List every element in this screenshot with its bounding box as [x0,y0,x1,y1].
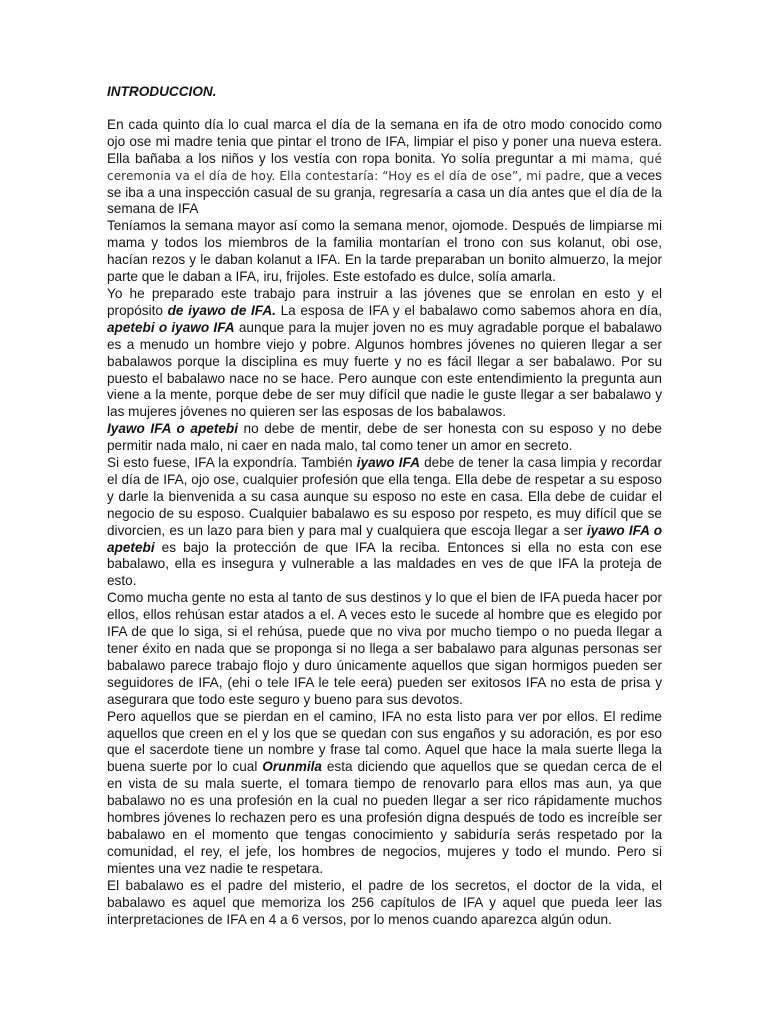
paragraph-5-text-e: es bajo la protección de que IFA la reciba. Entonces si ella no esta con ese babalawo, ella es insegura y vulnerable a las maldades en ves de que IFA la proteja de esto. [107,539,662,589]
paragraph-1-text-a: En cada quinto día lo cual marca el día de la semana en ifa de otro modo conocido como ojo ose mi madre tenia que pintar el trono de IFA, limpiar el piso y poner una nueva estera. Ella bañaba a los niños y los vestía con ropa bonita. Yo solía preguntar a mi [107,116,662,166]
paragraph-5-emphasis-1: iyawo IFA [356,455,420,471]
paragraph-3-emphasis-2: apetebi o iyawo IFA [107,319,235,335]
paragraph-7-text-c: esta diciendo que aquellos que se quedan cerca de el en vista de su mala suerte, el tomara tiempo de renovarlo para ellos mas aun, ya que babalawo no es una profesión en la cual no pueden llegar a ser rico rápidamente muchos hombres jóvenes lo rechazen pero es una profesión digna después de todo es increíble ser babalawo en el momento que tengas conocimiento y sabiduría serás respetado por la comunidad, el rey, el jefe, los hombres de negocios, mujeres y todo el mundo. Pero si mientes una vez nadie te respetara. [107,759,662,876]
paragraph-5-text-c: debe de tener la casa limpia y recordar el día de IFA, ojo ose, cualquier profesión que ella tenga. Ella debe de respetar a su esposo y darle la bienvenida a su casa aunque su esposo no este en casa. Ella debe de cuidar el negocio de su esposo. Cualquier babalawo es su esposo por respeto, es muy difícil que se divorcien, es un lazo para bien y para mal y cualquiera que escoja llegar a ser [107,455,662,538]
paragraph-8: El babalawo es el padre del misterio, el padre de los secretos, el doctor de la vida, el babalawo es aquel que memoriza los 256 capítulos de IFA y aquel que pueda leer las interpretaciones de IFA en 4 a 6 versos, por lo menos cuando aparezca algún odun. [107,877,662,927]
paragraph-7-text-a: Pero aquellos que se pierdan en el camino, IFA no esta listo para ver por ellos. El redime aquellos que creen en el y los que se quedan con sus engaños y su adoración, es por eso que el sacerdote tiene un nombre y frase tal como. Aquel que hace la mala suerte llega la buena suerte por lo cual [107,708,662,775]
paragraph-3-text-a: Yo he preparado este trabajo para instruir a las jóvenes que se enrolan en esto y el propósito [107,285,662,318]
paragraph-1 [107,117,662,218]
paragraph-1-text-b: mama, qué ceremonia va el día de hoy. Ella contestaría: “Hoy es el día de ose”, mi padre, [107,151,662,183]
paragraph-3-emphasis-1: de iyawo de IFA. [167,302,276,318]
document-page [107,84,662,928]
paragraph-5-text-a: Si esto fuese, IFA la expondría. También [107,455,357,471]
paragraph-3-text-e: aunque para la mujer joven no es muy agradable porque el babalawo es a menudo un hombre viejo y pobre. Algunos hombres jóvenes no quieren llegar a ser babalawos porque la disciplina es muy fuerte y no es fácil llegar a ser babalawo. Por su puesto el babalawo nace no se hace. Pero aunque con este entendimiento la pregunta aun viene a la mente, porque debe de ser muy difícil que nadie le guste llegar a ser babalawo y las mujeres jóvenes no quieren ser las esposas de los babalawos. [107,319,662,420]
paragraph-1-text-c: que a veces se iba a una inspección casual de su granja, regresaría a casa un día antes que el día de la semana de IFA [107,167,662,217]
paragraph-2: Teníamos la semana mayor así como la semana menor, ojomode. Después de limpiarse mi mama y todos los miembros de la familia montarían el trono con sus kolanut, obi ose, hacían rezos y le daban kolanut a IFA. En la tarde preparaban un bonito almuerzo, la mejor parte que le daban a IFA, iru, frijoles. Este estofado es dulce, solía amarla. [107,218,662,285]
document-title: INTRODUCCION. [107,84,217,99]
paragraph-7 [107,709,662,878]
paragraph-3-text-c: La esposa de IFA y el babalawo como sabemos ahora en día, [275,302,662,318]
paragraph-5 [107,455,662,590]
paragraph-6: Como mucha gente no esta al tanto de sus destinos y lo que el bien de IFA pueda hacer por ellos, ellos rehúsan estar atados a el. A veces esto le sucede al hombre que es elegido por IFA de que lo siga, si el rehúsa, puede que no viva por mucho tiempo o no pueda llegar a tener éxito en nada que se proponga si no llega a ser babalawo para algunas personas ser babalawo parece trabajo flojo y duro únicamente aquellos que sigan hormigos pueden ser seguidores de IFA, (ehi o tele IFA le tele eera) pueden ser exitosos IFA no esta de prisa y asegurara que todo este seguro y bueno para sus devotos. [107,590,662,707]
paragraph-4 [107,421,662,455]
paragraph-5-emphasis-2: iyawo IFA o apetebi [107,522,663,555]
paragraph-7-emphasis: Orunmila [262,759,322,775]
paragraph-4-text-b: no debe de mentir, debe de ser honesta con su esposo y no debe permitir nada malo, ni caer en nada malo, tal como tener un amor en secreto. [107,421,662,454]
paragraph-4-emphasis: Iyawo IFA o apetebi [107,421,238,437]
paragraph-3 [107,286,662,421]
